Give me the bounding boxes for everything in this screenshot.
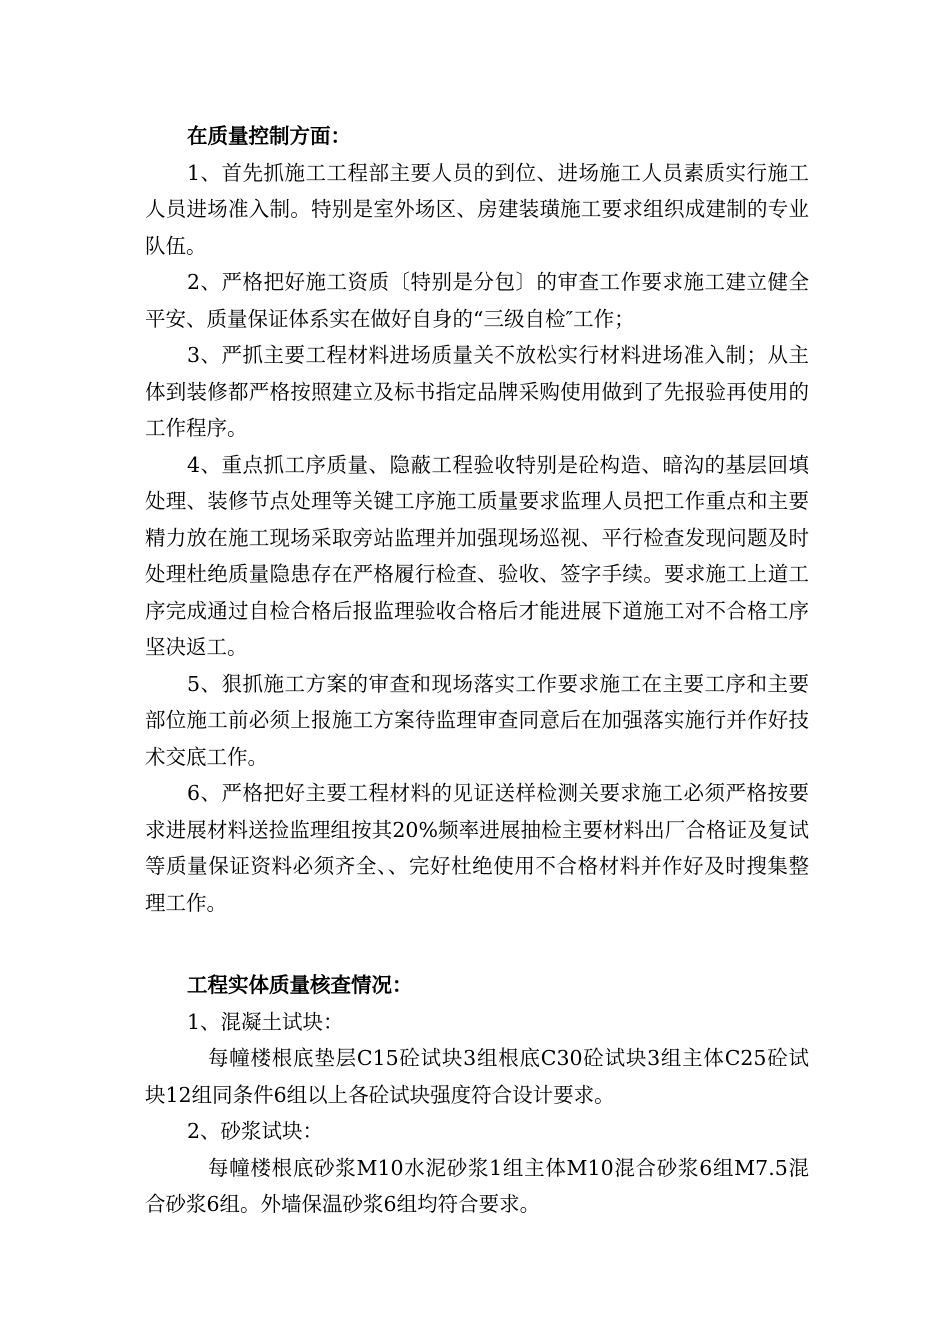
paragraph-item-6: 6、严格把好主要工程材料的见证送样检测关要求施工必须严格按要求进展材料送捡监理组按其20%频率进展抽检主要材料出厂合格证及复试等质量保证资料必须齐全、、完好杜绝使用不合格材料并作好及时搜集整理工作。	[145, 781, 809, 915]
section-heading-quality-control: 在质量控制方面：	[187, 124, 351, 148]
paragraph-item-2: 2、严格把好施工资质〔特别是分包〕的审查工作要求施工建立健全平安、质量保证体系实在做好自身的“三级自检″工作；	[145, 270, 809, 331]
paragraph-item-5: 5、狠抓施工方案的审查和现场落实工作要求施工在主要工序和主要部位施工前必须上报施工方案待监理审查同意后在加强落实施行并作好技术交底工作。	[145, 671, 809, 769]
section-heading-quality-inspection: 工程实体质量核查情况：	[187, 973, 413, 997]
inspection-item-detail-mortar: 每幢楼根底砂浆M10水泥砂浆1组主体M10混合砂浆6组M7.5混合砂浆6组。外墙保温砂浆6组均符合要求。	[145, 1155, 809, 1216]
paragraph-item-4: 4、重点抓工序质量、隐蔽工程验收特别是砼构造、暗沟的基层回填处理、装修节点处理等关键工序施工质量要求监理人员把工作重点和主要精力放在施工现场采取旁站监理并加强现场巡视、平行检查发现问题及时处理杜绝质量隐患存在严格履行检查、验收、签字手续。要求施工上道工序完成通过自检合格后报监理验收合格后才能进展下道施工对不合格工序坚决返工。	[145, 452, 809, 659]
paragraph-item-3: 3、严抓主要工程材料进场质量关不放松实行材料进场准入制；从主体到装修都严格按照建立及标书指定品牌采购使用做到了先报验再使用的工作程序。	[145, 343, 809, 440]
document-body	[145, 118, 809, 1223]
inspection-item-title-mortar: 2、砂浆试块：	[187, 1119, 324, 1143]
inspection-item-title-concrete: 1、混凝土试块：	[187, 1009, 344, 1034]
section-spacer	[145, 921, 809, 967]
paragraph-item-1: 1、首先抓施工工程部主要人员的到位、进场施工人员素质实行施工人员进场准入制。特别是室外场区、房建装璜施工要求组织成建制的专业队伍。	[145, 160, 809, 258]
inspection-item-detail-concrete: 每幢楼根底垫层C15砼试块3组根底C30砼试块3组主体C25砼试块12组同条件6组以上各砼试块强度符合设计要求。	[145, 1046, 809, 1107]
